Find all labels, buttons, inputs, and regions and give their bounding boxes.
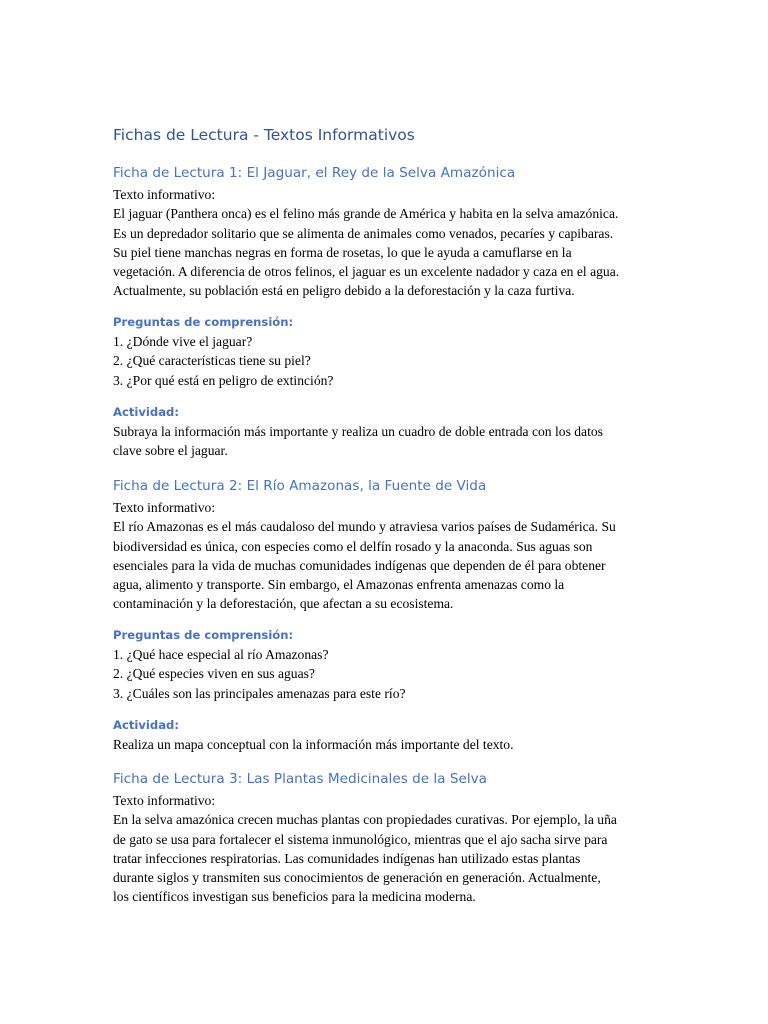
ficha-1-text-line: Actualmente, su población está en peligro debido a la deforestación y la caza furtiva. bbox=[113, 283, 575, 299]
ficha-1-question: 1. ¿Dónde vive el jaguar? bbox=[113, 334, 253, 349]
ficha-2-activity-heading: Actividad: bbox=[113, 718, 179, 732]
ficha-1 bbox=[113, 162, 673, 301]
ficha-1-text-line: Es un depredador solitario que se alimenta de animales como venados, pecaríes y capibaras. bbox=[113, 225, 614, 241]
ficha-2-questions bbox=[113, 626, 673, 703]
ficha-1-text-line: El jaguar (Panthera onca) es el felino más grande de América y habita en la selva amazónica. bbox=[113, 206, 619, 222]
ficha-1-activity bbox=[113, 403, 673, 461]
ficha-2-activity bbox=[113, 716, 673, 754]
ficha-3-text-line: En la selva amazónica crecen muchas plantas con propiedades curativas. Por ejemplo, la uña bbox=[113, 812, 617, 828]
ficha-1-question: 2. ¿Qué características tiene su piel? bbox=[113, 353, 311, 369]
document-title: Fichas de Lectura - Textos Informativos bbox=[113, 126, 415, 144]
ficha-1-activity-line: Subraya la información más importante y realiza un cuadro de doble entrada con los datos bbox=[113, 424, 603, 439]
ficha-1-text-label: Texto informativo: bbox=[113, 187, 216, 202]
ficha-3-text-line: los científicos investigan sus beneficios para la medicina moderna. bbox=[113, 889, 476, 905]
ficha-2-text-label: Texto informativo: bbox=[113, 500, 216, 515]
ficha-2-activity-line: Realiza un mapa conceptual con la información más importante del texto. bbox=[113, 737, 514, 752]
ficha-2-text-line: esenciales para la vida de muchas comunidades indígenas que dependen de él para obtener bbox=[113, 557, 606, 573]
ficha-2-question: 3. ¿Cuáles son las principales amenazas para este río? bbox=[113, 685, 406, 701]
ficha-3-text-label: Texto informativo: bbox=[113, 793, 216, 808]
ficha-2-text-line: agua, alimento y transporte. Sin embargo, el Amazonas enfrenta amenazas como la bbox=[113, 577, 565, 593]
ficha-1-text-line: Su piel tiene manchas negras en forma de rosetas, lo que le ayuda a camuflarse en la bbox=[113, 244, 572, 260]
ficha-2-heading: Ficha de Lectura 2: El Río Amazonas, la Fuente de Vida bbox=[113, 478, 487, 494]
ficha-2-question: 2. ¿Qué especies viven en sus aguas? bbox=[113, 666, 315, 682]
ficha-1-activity-line: clave sobre el jaguar. bbox=[113, 443, 228, 459]
ficha-2-question: 1. ¿Qué hace especial al río Amazonas? bbox=[113, 647, 329, 662]
ficha-1-question: 3. ¿Por qué está en peligro de extinción? bbox=[113, 372, 334, 388]
ficha-2-text-line: contaminación y la deforestación, que afectan a su ecosistema. bbox=[113, 596, 454, 612]
ficha-3 bbox=[113, 768, 673, 907]
ficha-3-text-line: tratar infecciones respiratorias. Las comunidades indígenas han utilizado estas plantas bbox=[113, 850, 581, 866]
ficha-1-questions bbox=[113, 313, 673, 390]
ficha-1-heading: Ficha de Lectura 1: El Jaguar, el Rey de la Selva Amazónica bbox=[113, 165, 516, 181]
ficha-2-questions-heading: Preguntas de comprensión: bbox=[113, 628, 294, 642]
ficha-1-activity-heading: Actividad: bbox=[113, 405, 179, 419]
ficha-2-text-line: biodiversidad es única, con especies como el delfín rosado y la anaconda. Sus aguas son bbox=[113, 538, 593, 554]
ficha-1-text-line: vegetación. A diferencia de otros felinos, el jaguar es un excelente nadador y caza en el agua. bbox=[113, 264, 620, 280]
ficha-1-questions-heading: Preguntas de comprensión: bbox=[113, 315, 294, 329]
ficha-3-text-line: durante siglos y transmiten sus conocimientos de generación en generación. Actualmente, bbox=[113, 870, 601, 886]
ficha-2 bbox=[113, 475, 673, 614]
ficha-3-text-line: de gato se usa para fortalecer el sistema inmunológico, mientras que el ajo sacha sirve para bbox=[113, 831, 608, 847]
ficha-3-heading: Ficha de Lectura 3: Las Plantas Medicinales de la Selva bbox=[113, 771, 487, 787]
ficha-2-text-line: El río Amazonas es el más caudaloso del mundo y atraviesa varios países de Sudamérica. Su bbox=[113, 519, 616, 535]
